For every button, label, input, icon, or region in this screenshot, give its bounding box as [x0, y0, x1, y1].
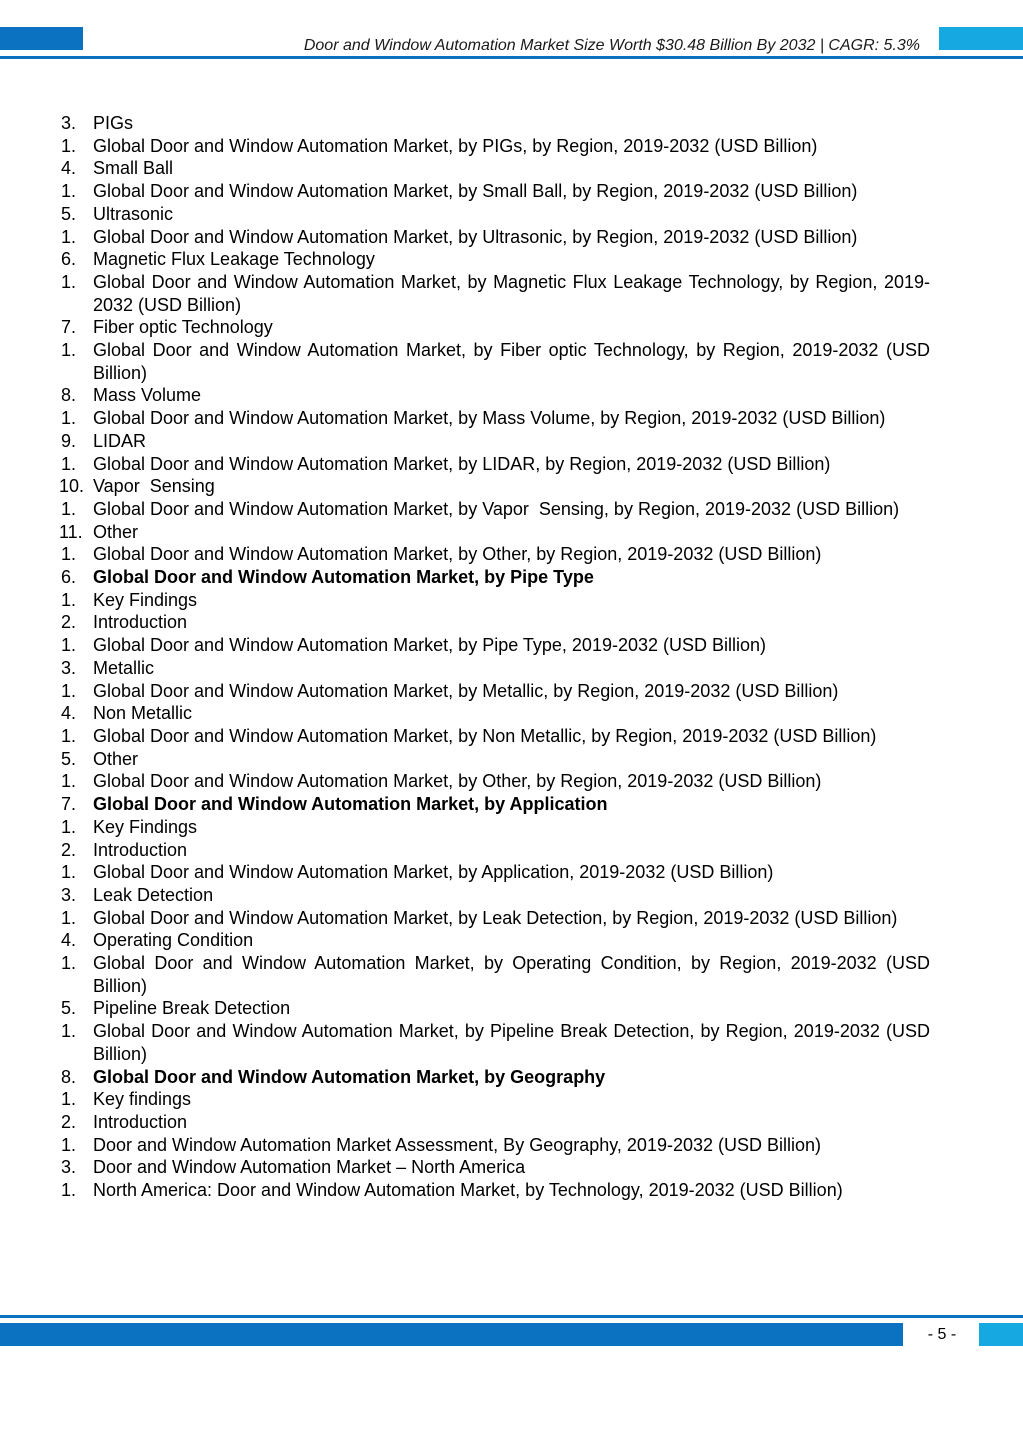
toc-entry [0, 748, 930, 771]
toc-entry-text: Key Findings [93, 816, 198, 837]
toc-section-heading [0, 566, 930, 589]
footer-accent-bar [0, 1323, 903, 1346]
toc-entry [0, 884, 930, 907]
toc-entry-text: Global Door and Window Automation Market, by Application, 2019-2032 (USD Billion) [93, 862, 774, 883]
toc-entry [0, 680, 930, 703]
toc-entry-text: Global Door and Window Automation Market, by Leak Detection, by Region, 2019-2032 (USD Billion) [93, 907, 898, 928]
toc-entry-text: Metallic [93, 657, 155, 678]
toc-entry [0, 157, 930, 180]
toc-entry-text: Global Door and Window Automation Market, by Mass Volume, by Region, 2019-2032 (USD Billion) [93, 408, 886, 429]
toc-entry [0, 657, 930, 680]
toc-entry-number: 2. [61, 1111, 77, 1132]
toc-entry [0, 316, 930, 339]
toc-entry [0, 611, 930, 634]
toc-entry-text: Vapor Sensing [93, 476, 215, 497]
toc-entry [0, 203, 930, 226]
toc-entry [0, 271, 930, 316]
toc-entry-text: Door and Window Automation Market – North America [93, 1157, 526, 1178]
toc-entry-text: Global Door and Window Automation Market, by Pipe Type [93, 567, 594, 588]
toc-entry-number: 5. [61, 998, 77, 1019]
toc-entry-number: 1. [61, 1089, 77, 1110]
toc-entry-number: 1. [61, 408, 77, 429]
toc-entry-number: 4. [61, 158, 77, 179]
toc-entry-text: Global Door and Window Automation Market, by Small Ball, by Region, 2019-2032 (USD Billion) [93, 181, 858, 202]
toc-entry-text: North America: Door and Window Automation Market, by Technology, 2019-2032 (USD Billion) [93, 1180, 843, 1201]
toc-entry [0, 1156, 930, 1179]
toc-entry-number: 1. [61, 1021, 77, 1042]
toc-entry [0, 453, 930, 476]
toc-entry [0, 135, 930, 158]
toc-entry-number: 1. [61, 589, 77, 610]
footer-divider [0, 1315, 1023, 1318]
toc-entry [0, 475, 930, 498]
toc-entry-text: Introduction [93, 839, 188, 860]
toc-entry-number: 1. [61, 907, 77, 928]
toc-entry [0, 929, 930, 952]
toc-entry-number: 6. [61, 567, 77, 588]
toc-entry-text: PIGs [93, 113, 134, 133]
toc-entry [0, 112, 930, 135]
toc-entry [0, 770, 930, 793]
header-divider [0, 56, 1023, 59]
toc-entry-text: Global Door and Window Automation Market, by Other, by Region, 2019-2032 (USD Billion) [93, 771, 822, 792]
toc-entry [0, 634, 930, 657]
toc-entry-number: 7. [61, 794, 77, 815]
toc-entry-text: Global Door and Window Automation Market, by Other, by Region, 2019-2032 (USD Billion) [93, 544, 822, 565]
toc-entry [0, 339, 936, 384]
header-accent-right [939, 27, 1023, 50]
toc-section-heading [0, 793, 930, 816]
toc-entry-text: Global Door and Window Automation Market, by Geography [93, 1066, 606, 1087]
toc-entry [0, 589, 930, 612]
toc-entry-number: 1. [61, 453, 77, 474]
toc-entry-text: Fiber optic Technology [93, 317, 273, 338]
toc-entry-number: 3. [61, 884, 77, 905]
toc-entry-text: Other [93, 748, 139, 769]
toc-entry [0, 997, 930, 1020]
toc-entry-number: 1. [61, 544, 77, 565]
toc-entry-text: Magnetic Flux Leakage Technology [93, 249, 375, 270]
header-accent-left [0, 27, 83, 50]
toc-entry-text: Global Door and Window Automation Market, by PIGs, by Region, 2019-2032 (USD Billion) [93, 135, 818, 156]
toc-entry-text: Key findings [93, 1089, 192, 1110]
toc-entry [0, 1179, 930, 1202]
toc-entry-number: 1. [61, 816, 77, 837]
toc-entry [0, 226, 930, 249]
toc-entry-text: Global Door and Window Automation Market, by Non Metallic, by Region, 2019-2032 (USD Billion) [93, 725, 877, 746]
page-number: - 5 - [927, 1326, 957, 1343]
toc-entry-text: Global Door and Window Automation Market, by Metallic, by Region, 2019-2032 (USD Billion) [93, 680, 839, 701]
toc-entry-text: LIDAR [93, 430, 147, 451]
toc-entry [0, 180, 930, 203]
toc-entry-text: Introduction [93, 1111, 188, 1132]
page-header-title: Door and Window Automation Market Size Worth $30.48 Billion By 2032 | CAGR: 5.3% [303, 37, 920, 54]
toc-entry-number: 3. [61, 657, 77, 678]
toc-entry-text: Global Door and Window Automation Market, by LIDAR, by Region, 2019-2032 (USD Billion) [93, 453, 831, 474]
toc-entry-number: 1. [61, 1134, 77, 1155]
toc-entry [0, 1088, 930, 1111]
toc-entry-number: 2. [61, 612, 77, 633]
toc-entry-number: 1. [61, 953, 77, 974]
toc-entry [0, 816, 930, 839]
toc-entry-number: 1. [61, 680, 77, 701]
toc-entry-number: 10. [59, 476, 85, 497]
toc-entry [0, 407, 930, 430]
toc-entry-number: 1. [61, 725, 77, 746]
toc-entry [0, 521, 930, 544]
toc-entry [0, 248, 930, 271]
table-of-contents [0, 112, 1023, 1202]
toc-entry-number: 1. [61, 498, 77, 519]
toc-entry-number: 11. [59, 521, 83, 542]
toc-entry-text: Operating Condition [93, 930, 254, 951]
toc-entry-number: 5. [61, 748, 77, 769]
toc-entry-number: 9. [61, 430, 77, 451]
toc-entry-text: Ultrasonic [93, 203, 174, 224]
toc-entry-number: 1. [61, 771, 77, 792]
toc-entry-text: Global Door and Window Automation Market, by Application [93, 794, 608, 815]
toc-entry-number: 6. [61, 249, 77, 270]
toc-entry-number: 8. [61, 1066, 77, 1087]
toc-entry-text: Non Metallic [93, 703, 193, 724]
toc-entry-number: 7. [61, 317, 77, 338]
toc-entry [0, 725, 930, 748]
toc-section-heading [0, 1066, 930, 1089]
footer-accent-right [979, 1323, 1023, 1346]
toc-entry [0, 702, 930, 725]
toc-entry [0, 861, 930, 884]
toc-entry-number: 1. [61, 271, 77, 292]
toc-entry-text: Pipeline Break Detection [93, 998, 291, 1019]
toc-entry-text: Leak Detection [93, 884, 214, 905]
toc-entry-number: 8. [61, 385, 77, 406]
toc-entry-number: 1. [61, 135, 77, 156]
toc-entry-text: Global Door and Window Automation Market, by Pipe Type, 2019-2032 (USD Billion) [93, 635, 767, 656]
toc-entry-text: Global Door and Window Automation Market, by Magnetic Flux Leakage Technology, by Region, 2019-2032 (USD Billion) [93, 271, 930, 315]
toc-entry [0, 498, 930, 521]
toc-entry-number: 1. [61, 226, 77, 247]
toc-entry-number: 1. [61, 1180, 77, 1201]
toc-entry-number: 1. [61, 862, 77, 883]
toc-entry-text: Door and Window Automation Market Assessment, By Geography, 2019-2032 (USD Billion) [93, 1134, 822, 1155]
toc-entry [0, 839, 930, 862]
toc-entry [0, 430, 930, 453]
toc-entry-number: 5. [61, 203, 77, 224]
toc-entry [0, 384, 930, 407]
toc-entry [0, 1134, 930, 1157]
toc-entry-text: Mass Volume [93, 385, 202, 406]
toc-entry-text: Global Door and Window Automation Market, by Vapor Sensing, by Region, 2019-2032 (USD Billion) [93, 498, 900, 519]
toc-entry-text: Global Door and Window Automation Market, by Ultrasonic, by Region, 2019-2032 (USD Billion) [93, 226, 858, 247]
toc-entry [0, 1020, 936, 1065]
toc-entry-text: Global Door and Window Automation Market, by Operating Condition, by Region, 2019-2032 (USD Billion) [93, 953, 936, 996]
toc-entry-text: Small Ball [93, 158, 174, 179]
toc-entry-number: 2. [61, 839, 77, 860]
toc-entry-number: 4. [61, 703, 77, 724]
toc-entry [0, 952, 936, 997]
toc-entry-number: 3. [61, 113, 77, 133]
toc-entry-text: Introduction [93, 612, 188, 633]
toc-entry-text: Other [93, 521, 139, 542]
toc-entry-number: 4. [61, 930, 77, 951]
toc-entry-text: Key Findings [93, 589, 198, 610]
toc-entry-number: 1. [61, 340, 77, 361]
toc-entry-number: 1. [61, 181, 77, 202]
toc-entry [0, 1111, 930, 1134]
toc-entry [0, 543, 930, 566]
toc-entry-text: Global Door and Window Automation Market, by Fiber optic Technology, by Region, 2019-2032 (USD Billion) [93, 340, 936, 383]
toc-entry-number: 1. [61, 635, 77, 656]
toc-entry-number: 3. [61, 1157, 77, 1178]
toc-entry [0, 907, 930, 930]
toc-entry-text: Global Door and Window Automation Market, by Pipeline Break Detection, by Region, 2019-2032 (USD Billion) [93, 1021, 936, 1064]
